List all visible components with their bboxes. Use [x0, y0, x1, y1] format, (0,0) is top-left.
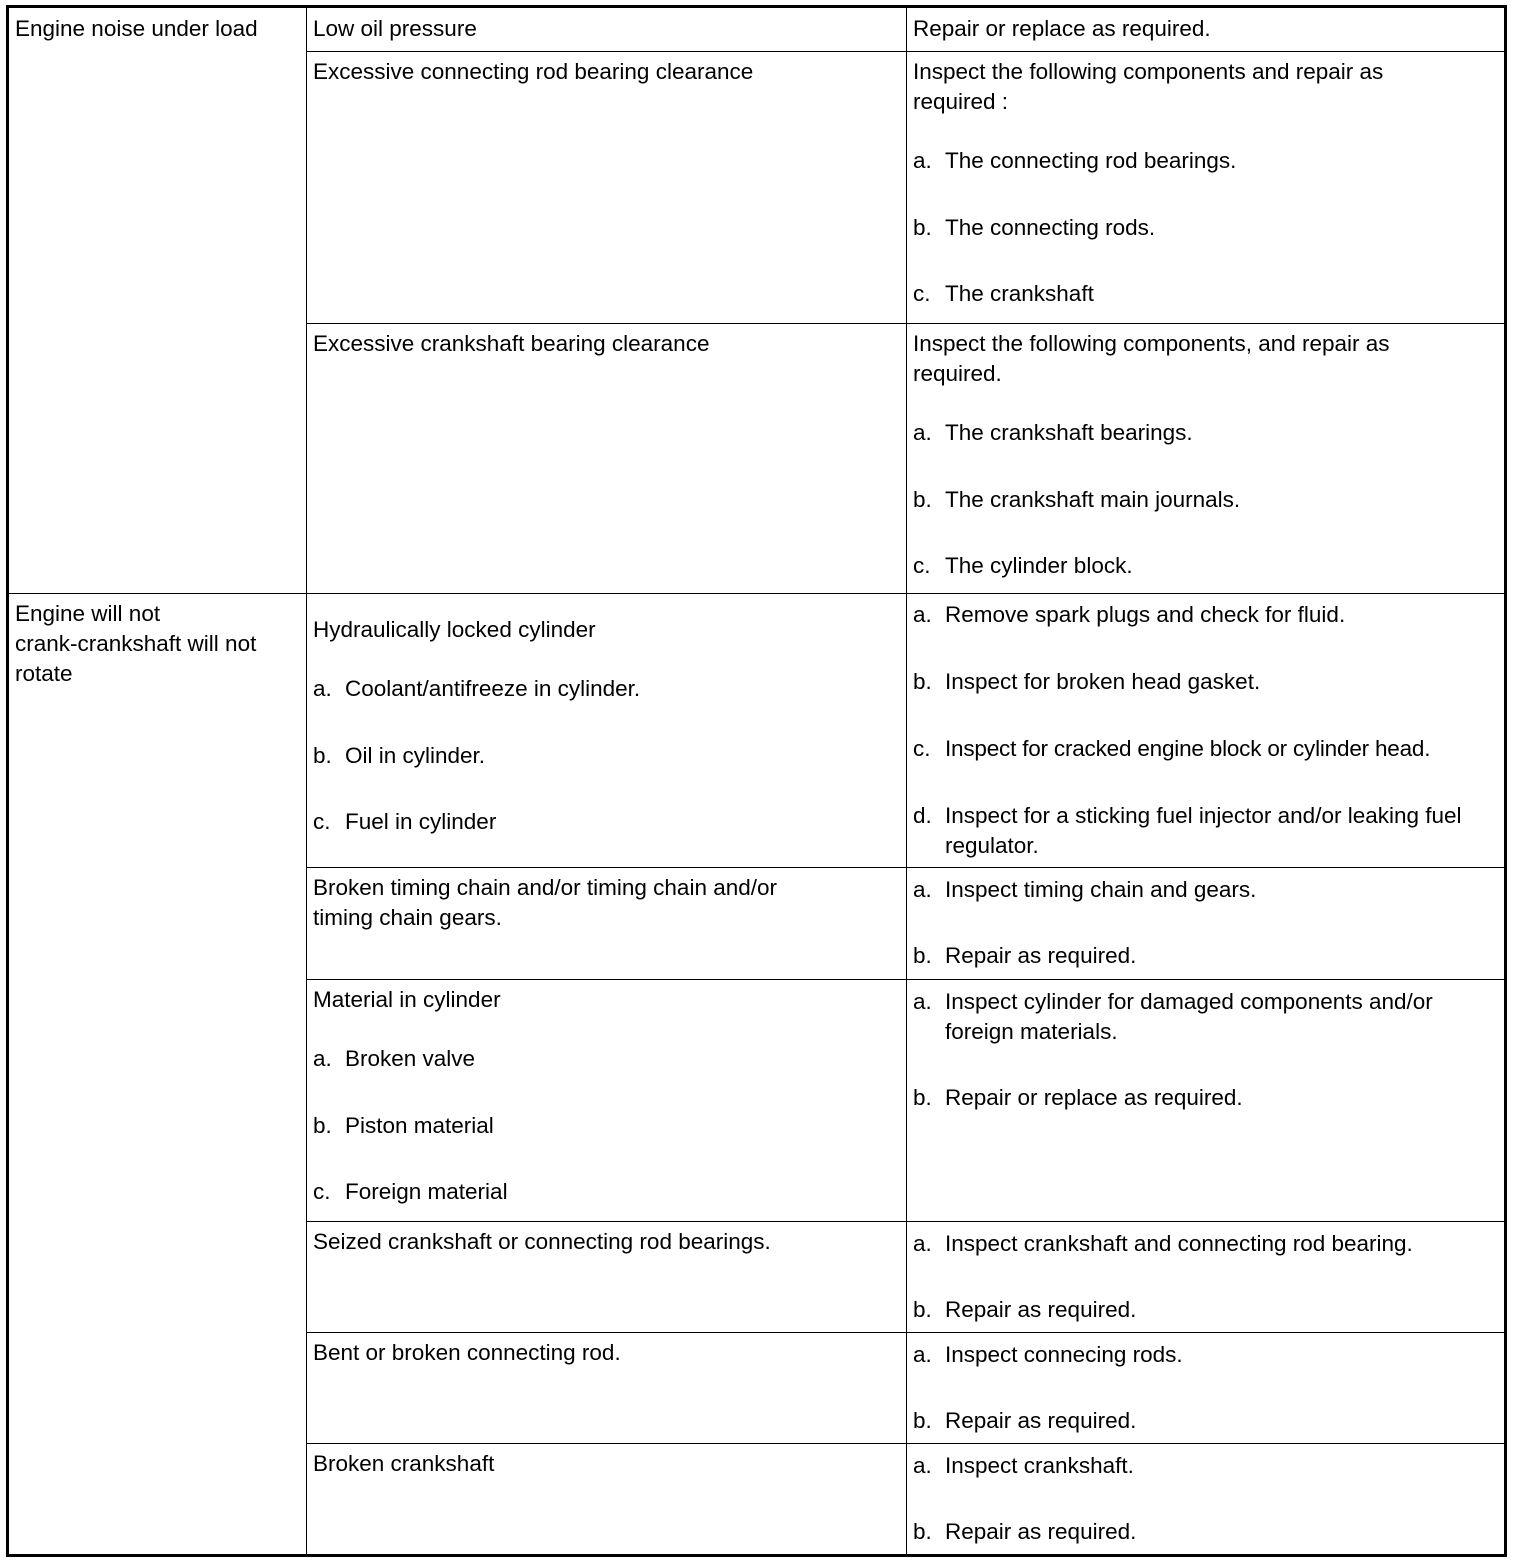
item-letter: a. — [913, 420, 932, 445]
cause-action-row — [307, 8, 1504, 51]
cause-cell — [307, 51, 907, 323]
item-text: Inspect for cracked engine block or cylinder head. — [945, 736, 1431, 761]
cause-text: Excessive crankshaft bearing clearance — [313, 331, 710, 356]
cause-action-row — [307, 1332, 1504, 1443]
list-item — [913, 1340, 1498, 1370]
action-cell — [907, 867, 1504, 979]
list-item — [913, 734, 1504, 764]
action-cell — [907, 593, 1504, 867]
action-cell — [907, 1443, 1504, 1554]
item-letter: b. — [913, 215, 932, 240]
list-item — [313, 807, 900, 837]
item-letter: b. — [313, 743, 332, 768]
list-item — [913, 987, 1498, 1047]
item-text: The crankshaft — [945, 281, 1094, 306]
cause-cell — [307, 593, 907, 867]
action-cell — [907, 51, 1504, 323]
list-item — [913, 551, 1498, 581]
cause-text: Hydraulically locked cylinder — [313, 617, 596, 642]
list-item — [913, 875, 1498, 905]
list-item — [913, 1229, 1498, 1259]
item-letter: d. — [913, 803, 932, 828]
list-item — [913, 667, 1498, 697]
item-text: The cylinder block. — [945, 553, 1133, 578]
cause-cell — [307, 979, 907, 1221]
item-letter: b. — [313, 1113, 332, 1138]
item-letter: c. — [313, 809, 331, 834]
cause-text: Material in cylinder — [313, 987, 501, 1012]
item-letter: b. — [913, 1085, 932, 1110]
cause-cell — [307, 1443, 907, 1554]
symptom-cell — [9, 8, 307, 593]
item-text: The connecting rods. — [945, 215, 1156, 240]
cause-action-row — [307, 1221, 1504, 1332]
item-letter: a. — [913, 1453, 932, 1478]
action-cell — [907, 979, 1504, 1221]
symptom-text: Engine will not crank-crankshaft will not rotate — [15, 601, 257, 686]
item-text: Inspect connecing rods. — [945, 1342, 1183, 1367]
list-item — [913, 941, 1498, 971]
item-text: Repair as required. — [945, 1519, 1137, 1544]
action-intro: Inspect the following components and repair as required : — [913, 59, 1384, 114]
list-item — [313, 674, 900, 704]
item-letter: a. — [313, 676, 332, 701]
cause-text: Bent or broken connecting rod. — [313, 1340, 621, 1365]
cause-action-row — [307, 1443, 1504, 1554]
action-text: Repair or replace as required. — [913, 16, 1211, 41]
cause-text: Broken crankshaft — [313, 1451, 495, 1476]
list-item — [913, 1406, 1498, 1436]
list-item — [913, 1517, 1498, 1547]
item-text: Foreign material — [345, 1179, 508, 1204]
item-letter: a. — [913, 602, 932, 627]
item-text: The crankshaft main journals. — [945, 487, 1241, 512]
list-item — [313, 741, 900, 771]
diagnosis-table — [6, 5, 1507, 1557]
item-text: Repair as required. — [945, 1408, 1137, 1433]
cause-cell — [307, 867, 907, 979]
item-text: Inspect crankshaft and connecting rod bearing. — [945, 1231, 1413, 1256]
item-text: Repair as required. — [945, 1297, 1137, 1322]
list-item — [913, 279, 1498, 309]
item-text: Inspect cylinder for damaged components and/or foreign materials. — [945, 989, 1433, 1044]
list-item — [913, 600, 1498, 630]
action-cell — [907, 1221, 1504, 1332]
item-letter: a. — [913, 1342, 932, 1367]
cause-cell — [307, 323, 907, 593]
cause-cell — [307, 8, 907, 51]
list-item — [913, 1451, 1498, 1481]
item-letter: b. — [913, 1519, 932, 1544]
action-cell — [907, 8, 1504, 51]
item-letter: a. — [913, 148, 932, 173]
action-cell — [907, 1332, 1504, 1443]
item-letter: a. — [913, 989, 932, 1014]
action-cell — [907, 323, 1504, 593]
list-item — [913, 146, 1498, 176]
item-letter: c. — [913, 281, 931, 306]
item-text: Repair or replace as required. — [945, 1085, 1243, 1110]
list-item — [913, 1295, 1498, 1325]
item-letter: c. — [913, 553, 931, 578]
cause-cell — [307, 1332, 907, 1443]
item-letter: b. — [913, 1408, 932, 1433]
symptom-cell — [9, 593, 307, 1554]
list-item — [913, 801, 1498, 861]
item-text: Remove spark plugs and check for fluid. — [945, 602, 1346, 627]
list-item — [913, 485, 1498, 515]
item-text: Piston material — [345, 1113, 494, 1138]
item-text: Inspect timing chain and gears. — [945, 877, 1257, 902]
cause-text: Seized crankshaft or connecting rod bearings. — [313, 1229, 771, 1254]
cause-text: Broken timing chain and/or timing chain and/or timing chain gears. — [313, 875, 778, 930]
table-row — [9, 593, 1504, 1554]
list-item — [913, 418, 1498, 448]
cause-action-row — [307, 867, 1504, 979]
cause-action-row — [307, 51, 1504, 323]
item-text: Broken valve — [345, 1046, 476, 1071]
item-text: Inspect for a sticking fuel injector and/or leaking fuel regulator. — [945, 803, 1462, 858]
item-letter: a. — [913, 877, 932, 902]
cause-cell — [307, 1221, 907, 1332]
item-text: The crankshaft bearings. — [945, 420, 1193, 445]
list-item — [313, 1044, 900, 1074]
item-letter: c. — [913, 736, 931, 761]
item-letter: a. — [913, 1231, 932, 1256]
list-item — [313, 1177, 900, 1207]
item-letter: b. — [913, 487, 932, 512]
table-row — [9, 8, 1504, 593]
symptom-text: Engine noise under load — [15, 16, 258, 41]
item-text: Inspect crankshaft. — [945, 1453, 1134, 1478]
cause-action-row — [307, 323, 1504, 593]
item-letter: b. — [913, 943, 932, 968]
item-text: Oil in cylinder. — [345, 743, 486, 768]
item-letter: a. — [313, 1046, 332, 1071]
cause-text: Excessive connecting rod bearing clearance — [313, 59, 754, 84]
item-text: Inspect for broken head gasket. — [945, 669, 1261, 694]
item-letter: b. — [913, 669, 932, 694]
item-text: Repair as required. — [945, 943, 1137, 968]
item-text: Fuel in cylinder — [345, 809, 497, 834]
item-text: The connecting rod bearings. — [945, 148, 1237, 173]
cause-action-row — [307, 593, 1504, 867]
cause-action-row — [307, 979, 1504, 1221]
cause-text: Low oil pressure — [313, 16, 477, 41]
item-letter: b. — [913, 1297, 932, 1322]
list-item — [913, 213, 1498, 243]
list-item — [313, 1111, 900, 1141]
list-item — [913, 1083, 1498, 1113]
action-intro: Inspect the following components, and repair as required. — [913, 331, 1390, 386]
item-text: Coolant/antifreeze in cylinder. — [345, 676, 641, 701]
item-letter: c. — [313, 1179, 331, 1204]
